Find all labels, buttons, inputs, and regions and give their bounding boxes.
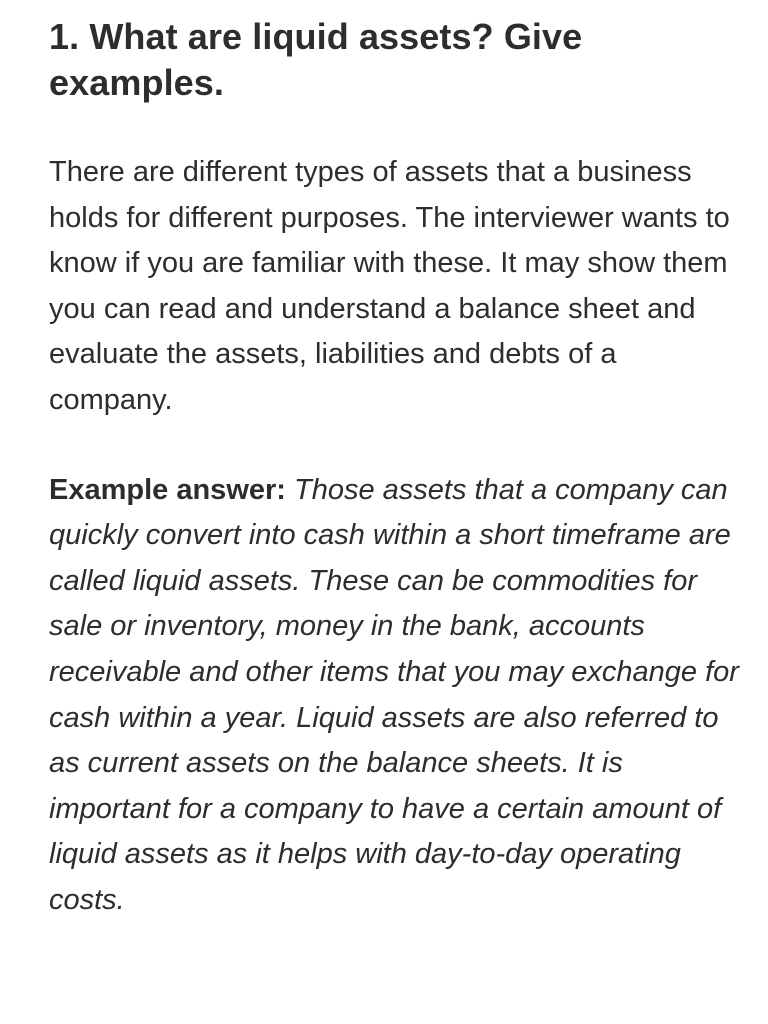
article-body [49, 14, 739, 924]
intro-paragraph: There are different types of assets that a business holds for different purposes. The interviewer wants to know if you are familiar with these. It may show them you can read and understand a balance sheet and evaluate the assets, liabilities and debts of a company. [49, 156, 730, 416]
example-answer-label: Example answer: [49, 473, 286, 506]
example-answer-text: Those assets that a company can quickly convert into cash within a short timeframe are called liquid assets. These can be commodities for sale or inventory, money in the bank, accounts receivable and other items that you may exchange for cash within a year. Liquid assets are also referred to as current assets on the balance sheets. It is important for a company to have a certain amount of liquid assets as it helps with day-to-day operating costs. [49, 473, 739, 916]
question-heading: 1. What are liquid assets? Give examples. [49, 16, 583, 103]
example-answer-paragraph [49, 468, 739, 924]
